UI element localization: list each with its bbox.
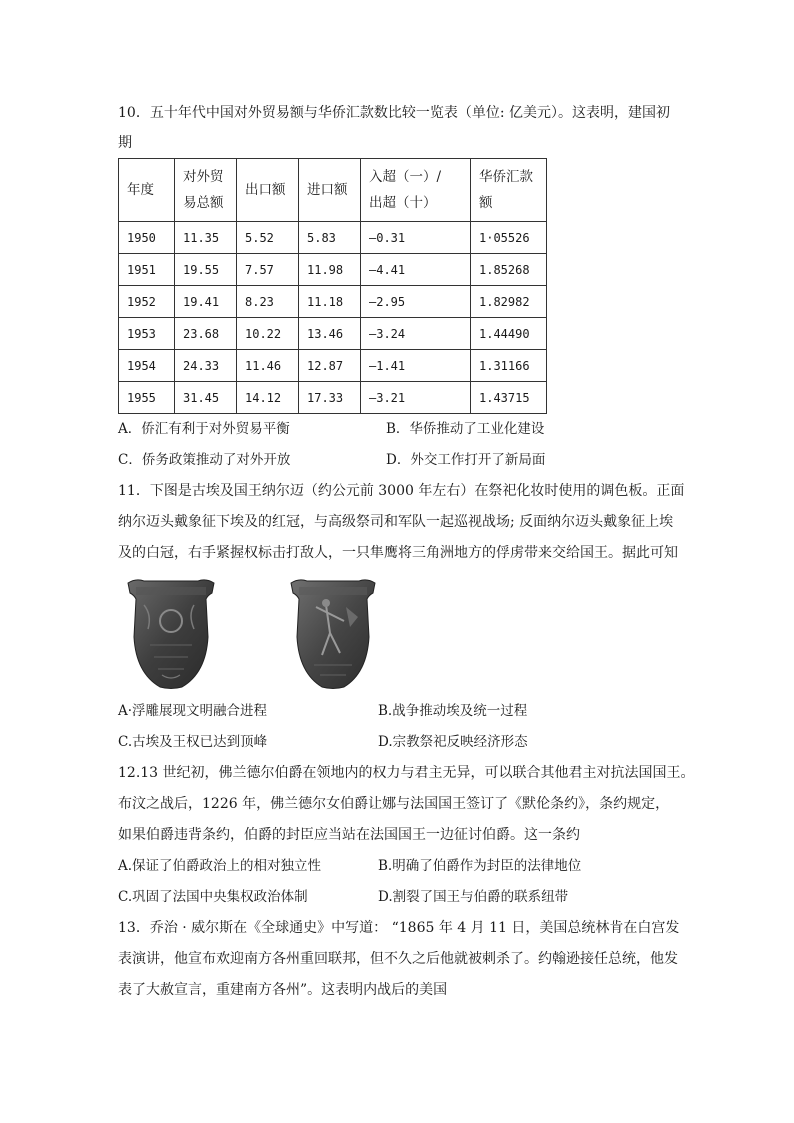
table-row — [119, 254, 547, 286]
header-year: 年度 — [119, 159, 175, 222]
q12-line3: 如果伯爵违背条约，伯爵的封臣应当站在法国国王一边征讨伯爵。这一条约 — [118, 827, 580, 843]
q10-option-b[interactable]: B．华侨推动了工业化建设 — [386, 421, 545, 437]
narmer-palette-back-image — [286, 577, 380, 690]
table-cell: 1.43715 — [471, 382, 547, 414]
header-balance: 入超（一）/ 出超（十） — [361, 159, 471, 222]
table-row — [119, 318, 547, 350]
q10-option-a[interactable]: A．侨汇有利于对外贸易平衡 — [118, 421, 290, 437]
q12-option-c[interactable]: C.巩固了法国中央集权政治体制 — [118, 889, 308, 905]
table-cell: —2.95 — [361, 286, 471, 318]
table-cell: 11.35 — [175, 222, 237, 254]
trade-remittance-table — [118, 158, 547, 414]
table-cell: 14.12 — [237, 382, 299, 414]
table-cell: 1955 — [119, 382, 175, 414]
q13-line3: 表了大赦宣言，重建南方各州”。这表明内战后的美国 — [118, 982, 448, 998]
table-header-row — [119, 159, 547, 222]
table-cell: —3.21 — [361, 382, 471, 414]
table-cell: 11.46 — [237, 350, 299, 382]
table-cell: 1952 — [119, 286, 175, 318]
q11-option-c[interactable]: C.古埃及王权已达到顶峰 — [118, 734, 268, 750]
table-cell: —3.24 — [361, 318, 471, 350]
q11-line1: 11．下图是古埃及国王纳尔迈（约公元前 3000 年左右）在祭祀化妆时使用的调色板。正面 — [118, 483, 685, 499]
q11-option-a[interactable]: A·浮雕展现文明融合进程 — [118, 703, 268, 719]
table-row — [119, 350, 547, 382]
q10-stem-line1: 10．五十年代中国对外贸易额与华侨汇款数比较一览表（单位: 亿美元）。这表明，建国初 — [118, 105, 670, 121]
table-cell: 1.44490 — [471, 318, 547, 350]
table-cell: 17.33 — [299, 382, 361, 414]
table-row — [119, 222, 547, 254]
table-cell: 31.45 — [175, 382, 237, 414]
q12-line1: 12.13 世纪初，佛兰德尔伯爵在领地内的权力与君主无异，可以联合其他君主对抗法国国王。 — [118, 765, 695, 781]
q11-line2: 纳尔迈头戴象征下埃及的红冠，与高级祭司和军队一起巡视战场; 反面纳尔迈头戴象征上埃 — [118, 514, 674, 530]
table-cell: 1.82982 — [471, 286, 547, 318]
header-export: 出口额 — [237, 159, 299, 222]
table-cell: 11.98 — [299, 254, 361, 286]
table-row — [119, 286, 547, 318]
table-cell: 8.23 — [237, 286, 299, 318]
table-cell: —0.31 — [361, 222, 471, 254]
table-cell: 24.33 — [175, 350, 237, 382]
table-cell: 12.87 — [299, 350, 361, 382]
table-row — [119, 382, 547, 414]
table-cell: 1954 — [119, 350, 175, 382]
header-import: 进口额 — [299, 159, 361, 222]
table-cell: 1·05526 — [471, 222, 547, 254]
q11-line3: 及的白冠，右手紧握权标击打敌人，一只隼鹰将三角洲地方的俘虏带来交给国王。据此可知 — [118, 545, 678, 561]
table-cell: 11.18 — [299, 286, 361, 318]
header-total-trade: 对外贸 易总额 — [175, 159, 237, 222]
narmer-palette-front-image — [122, 577, 220, 690]
table-cell: 23.68 — [175, 318, 237, 350]
table-cell: 19.41 — [175, 286, 237, 318]
header-remittance: 华侨汇款 额 — [471, 159, 547, 222]
table-cell: —4.41 — [361, 254, 471, 286]
q10-option-d[interactable]: D．外交工作打开了新局面 — [386, 452, 546, 468]
table-cell: 1950 — [119, 222, 175, 254]
table-cell: 7.57 — [237, 254, 299, 286]
table-cell: 10.22 — [237, 318, 299, 350]
q11-option-b[interactable]: B.战争推动埃及统一过程 — [378, 703, 528, 719]
table-cell: 5.52 — [237, 222, 299, 254]
q13-line1: 13．乔治 · 威尔斯在《全球通史》中写道： “1865 年 4 月 11 日，美国总统林肯在白宫发 — [118, 920, 680, 936]
q10-option-c[interactable]: C．侨务政策推动了对外开放 — [118, 452, 291, 468]
table-cell: 19.55 — [175, 254, 237, 286]
q13-line2: 表演讲，他宣布欢迎南方各州重回联邦，但不久之后他就被刺杀了。约翰逊接任总统，他发 — [118, 951, 678, 967]
table-cell: 13.46 — [299, 318, 361, 350]
q12-line2: 布汶之战后，1226 年，佛兰德尔女伯爵让娜与法国国王签订了《默伦条约》，条约规定， — [118, 796, 670, 812]
table-cell: 1.31166 — [471, 350, 547, 382]
q10-stem-line2: 期 — [118, 135, 132, 151]
q11-option-d[interactable]: D.宗教祭祀反映经济形态 — [378, 734, 528, 750]
table-cell: —1.41 — [361, 350, 471, 382]
table-cell: 1951 — [119, 254, 175, 286]
q12-option-b[interactable]: B.明确了伯爵作为封臣的法律地位 — [378, 858, 582, 874]
q12-option-d[interactable]: D.割裂了国王与伯爵的联系纽带 — [378, 889, 569, 905]
table-cell: 5.83 — [299, 222, 361, 254]
q12-option-a[interactable]: A.保证了伯爵政治上的相对独立性 — [118, 858, 322, 874]
table-cell: 1953 — [119, 318, 175, 350]
table-cell: 1.85268 — [471, 254, 547, 286]
